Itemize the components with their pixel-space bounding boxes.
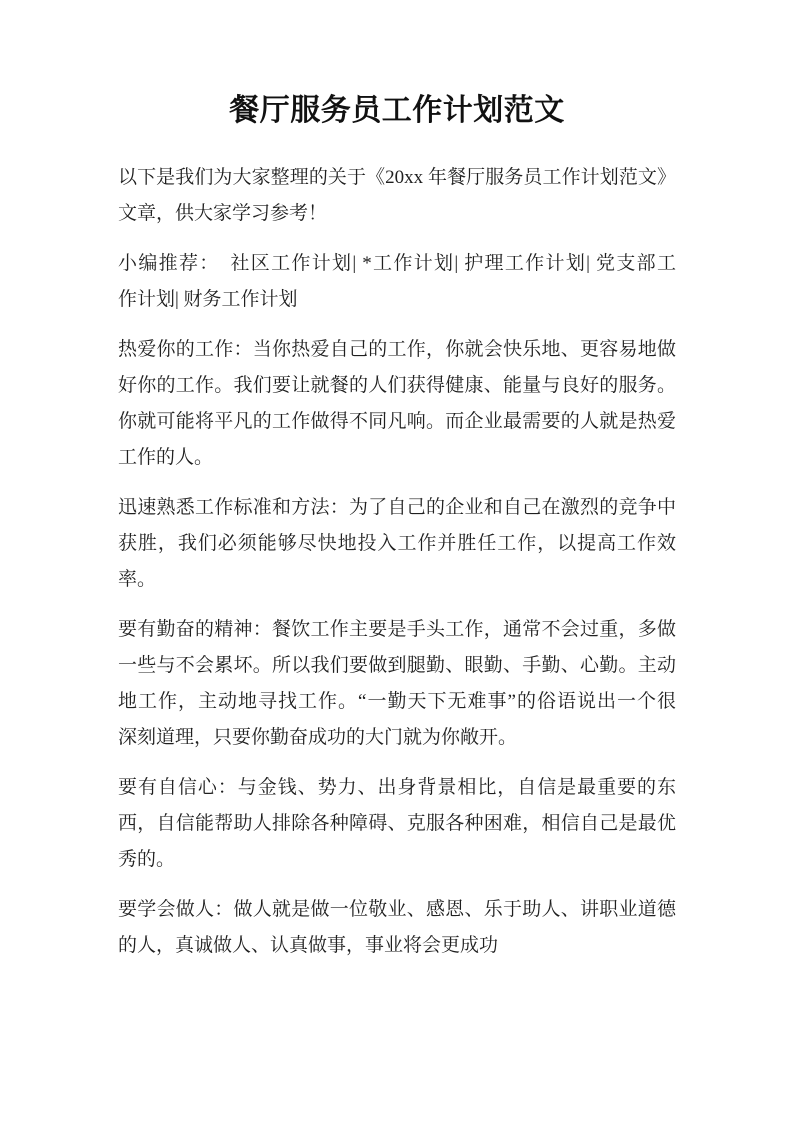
text-line: 工作的人。 (118, 447, 214, 468)
paragraph-confidence (118, 770, 676, 878)
text-line: 文章，供大家学习参考！ (118, 203, 328, 224)
paragraph-diligence (118, 612, 676, 756)
paragraph-conduct (118, 892, 676, 964)
text-line: 深刻道理，只要你勤奋成功的大门就为你敞开。 (118, 727, 518, 748)
text-line: 迅速熟悉工作标准和方法：为了自己的企业和自己在激烈的竞争中 (118, 497, 676, 518)
text-line: 要学会做人：做人就是做一位敬业、感恩、乐于助人、讲职业道德 (118, 899, 676, 920)
text-line: 率。 (118, 569, 157, 590)
text-line: 地工作，主动地寻找工作。“一勤天下无难事”的俗语说出一个很 (118, 691, 676, 712)
text-line: 的人，真诚做人、认真做事，事业将会更成功 (118, 935, 499, 956)
paragraph-editor-recommend (118, 246, 676, 318)
text-line: 以下是我们为大家整理的关于《20xx 年餐厅服务员工作计划范文》 (118, 167, 676, 188)
text-line: 小编推荐： 社区工作计划| *工作计划| 护理工作计划| 党支部工 (118, 253, 676, 274)
text-line: 获胜，我们必须能够尽快地投入工作并胜任工作，以提高工作效 (118, 533, 676, 554)
document-title: 餐厅服务员工作计划范文 (229, 94, 565, 127)
paragraph-work-standards (118, 490, 676, 598)
text-line: 秀的。 (118, 849, 176, 870)
text-line: 要有勤奋的精神：餐饮工作主要是手头工作，通常不会过重，多做 (118, 619, 676, 640)
text-line: 要有自信心：与金钱、势力、出身背景相比，自信是最重要的东 (118, 777, 676, 798)
text-line: 作计划| 财务工作计划 (118, 289, 298, 310)
text-line: 一些与不会累坏。所以我们要做到腿勤、眼勤、手勤、心勤。主动 (118, 655, 676, 676)
text-line: 西，自信能帮助人排除各种障碍、克服各种困难，相信自己是最优 (118, 813, 676, 834)
text-line: 你就可能将平凡的工作做得不同凡响。而企业最需要的人就是热爱 (118, 411, 676, 432)
text-line: 热爱你的工作：当你热爱自己的工作，你就会快乐地、更容易地做 (118, 339, 676, 360)
text-line: 好你的工作。我们要让就餐的人们获得健康、能量与良好的服务。 (118, 375, 676, 396)
paragraph-intro (118, 160, 676, 232)
paragraph-love-your-work (118, 332, 676, 476)
